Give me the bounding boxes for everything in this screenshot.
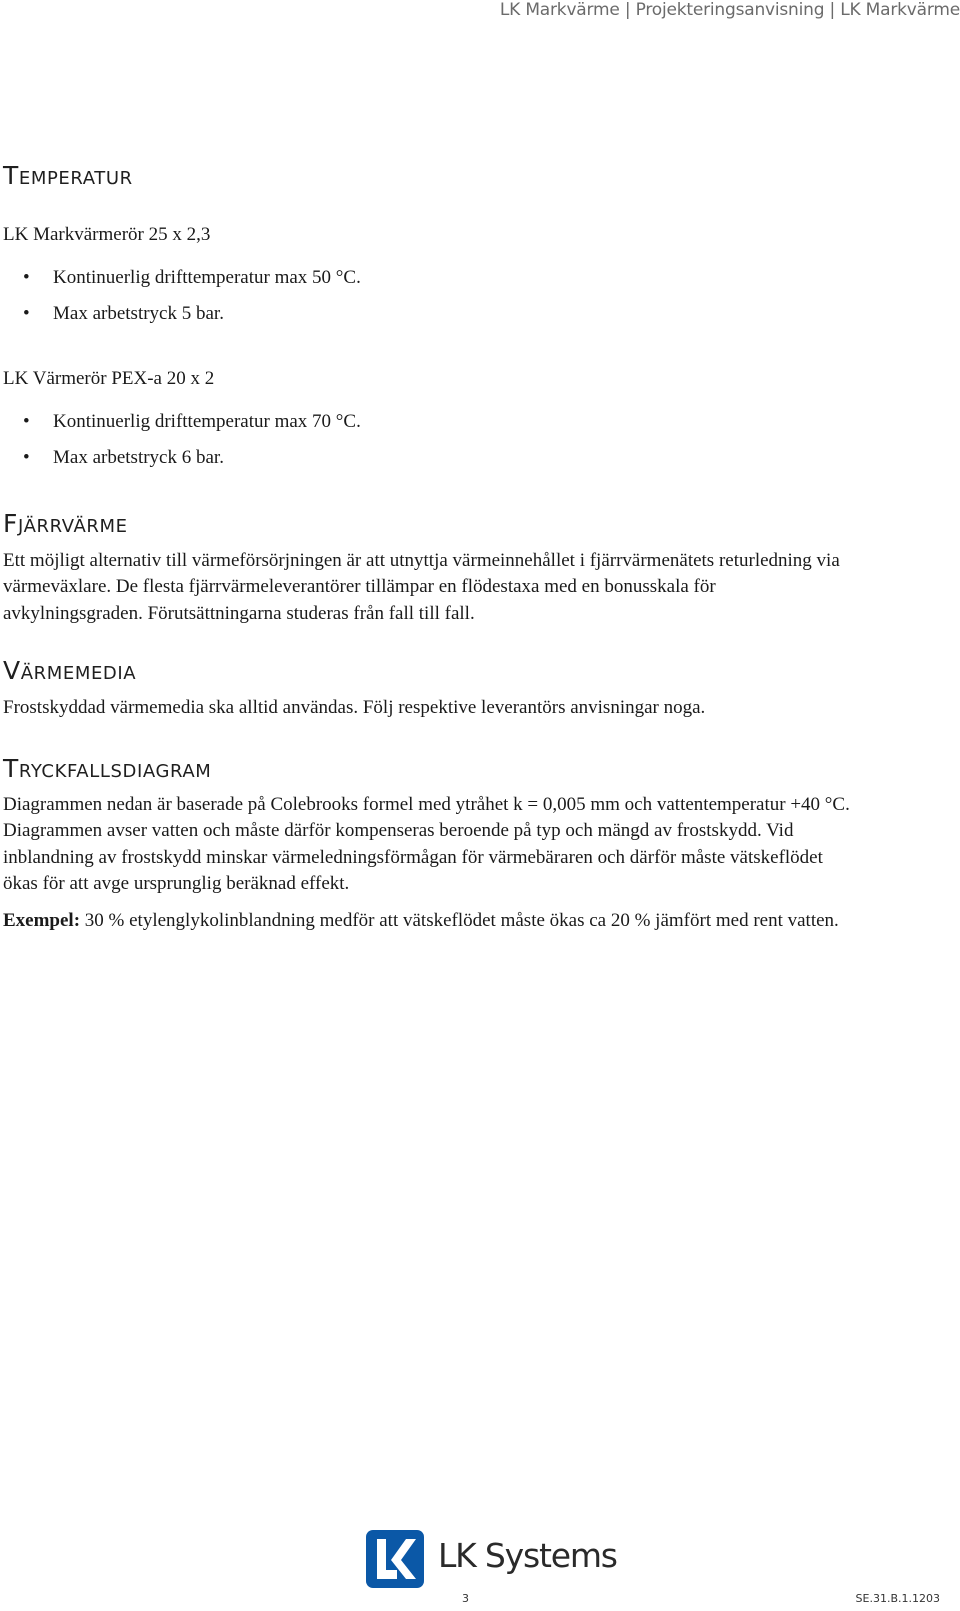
example-paragraph xyxy=(3,908,839,934)
product-name-varmeror: LK Värmerör PEX-a 20 x 2 xyxy=(3,368,215,389)
text-line: avkylningsgraden. Förutsättningarna studeras från fall till fall. xyxy=(3,602,475,624)
text-line: ökas för att avge ursprunglig beräknad effekt. xyxy=(3,872,350,894)
text-line: Diagrammen avser vatten och måste därför kompenseras beroende på typ och mängd av frostskydd. Vid xyxy=(3,820,794,842)
document-code: SE.31.B.1.1203 xyxy=(855,1592,940,1605)
text-line: värmeväxlare. De flesta fjärrvärmeleverantörer tillämpar en flödestaxa med en bonusskala för xyxy=(3,576,716,598)
example-text: 30 % etylenglykolinblandning medför att vätskeflödet måste ökas ca 20 % jämfört med rent vatten. xyxy=(80,910,839,931)
bullet-list-markvarmeror xyxy=(0,266,361,338)
list-item: • Max arbetstryck 6 bar. xyxy=(23,447,224,468)
lk-systems-logo xyxy=(366,1530,617,1588)
product-name-markvarmeror: LK Markvärmerör 25 x 2,3 xyxy=(3,224,211,245)
example-label: Exempel: xyxy=(3,910,81,931)
bullet-list-varmeror xyxy=(0,410,361,482)
fjarrvarme-paragraph xyxy=(3,548,840,627)
text-line: Ett möjligt alternativ till värmeförsörjningen är att utnyttja värmeinnehållet i fjärrvärmenätets returledning via xyxy=(3,550,840,571)
heading-tryckfallsdiagram: Tryckfallsdiagram xyxy=(3,754,212,783)
heading-temperatur: Temperatur xyxy=(3,161,133,190)
list-item: • Kontinuerlig drifttemperatur max 70 °C. xyxy=(23,411,361,432)
text-line: Diagrammen nedan är baserade på Colebrooks formel med ytråhet k = 0,005 mm och vattentemperatur +40 °C. xyxy=(3,794,850,815)
tryckfallsdiagram-paragraph xyxy=(3,792,850,897)
text-line: inblandning av frostskydd minskar värmeledningsförmågan för värmebäraren och därför måste vätskeflödet xyxy=(3,846,823,868)
heading-varmemedia: Värmemedia xyxy=(3,656,137,685)
varmemedia-paragraph: Frostskyddad värmemedia ska alltid användas. Följ respektive leverantörs anvisningar noga. xyxy=(3,697,706,718)
running-header: LK Markvärme | Projekteringsanvisning | LK Markvärme xyxy=(499,0,960,20)
lk-logo-icon xyxy=(366,1530,424,1588)
page-number: 3 xyxy=(462,1592,469,1605)
heading-fjarrvarme: Fjärrvärme xyxy=(3,509,128,538)
list-item: • Kontinuerlig drifttemperatur max 50 °C. xyxy=(23,267,361,288)
list-item: • Max arbetstryck 5 bar. xyxy=(23,303,224,324)
logo-text: LK Systems xyxy=(438,1536,617,1575)
